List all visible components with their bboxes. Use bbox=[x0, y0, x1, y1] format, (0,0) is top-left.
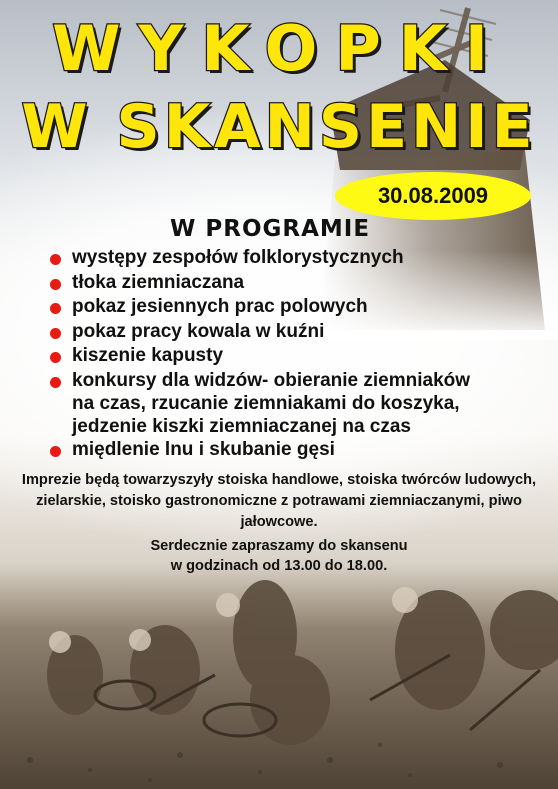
program-heading: W PROGRAMIE bbox=[170, 216, 371, 242]
list-item: konkursy dla widzów- obieranie ziemniaków na czas, rzucanie ziemniakami do koszyka, jedzenie kiszki ziemniaczanej na czas bbox=[50, 369, 550, 438]
bullet-icon bbox=[50, 377, 61, 388]
event-date: 30.08.2009 bbox=[377, 183, 489, 208]
bullet-icon bbox=[50, 328, 61, 339]
list-item: pokaz jesiennych prac polowych bbox=[50, 295, 550, 320]
potato-harvest-photo bbox=[0, 560, 558, 789]
bullet-icon bbox=[50, 352, 61, 363]
title-line-2: W SKANSENIE bbox=[21, 92, 537, 162]
list-item: międlenie lnu i skubanie gęsi bbox=[50, 438, 550, 463]
bullet-icon bbox=[50, 279, 61, 290]
list-item-continuation: na czas, rzucanie ziemniakami do koszyka, bbox=[72, 392, 460, 414]
title-line-1: WYKOPKI bbox=[52, 12, 506, 85]
date-badge bbox=[335, 172, 531, 220]
list-item: występy zespołów folklorystycznych bbox=[50, 246, 550, 271]
bullet-icon bbox=[50, 446, 61, 457]
list-item: pokaz pracy kowala w kuźni bbox=[50, 320, 550, 345]
list-item: kiszenie kapusty bbox=[50, 344, 550, 369]
program-list bbox=[50, 246, 550, 462]
invitation-line-1: Serdecznie zapraszamy do skansenu bbox=[150, 538, 408, 554]
info-paragraph: Imprezie będą towarzyszyły stoiska handlowe, stoiska twórców ludowych, zielarskie, stoisko gastronomiczne z potrawami ziemniaczanymi, piwo jałowcowe. bbox=[21, 472, 537, 530]
list-item-continuation: jedzenie kiszki ziemniaczanej na czas bbox=[72, 415, 411, 437]
invitation bbox=[120, 536, 438, 576]
list-item: tłoka ziemniaczana bbox=[50, 271, 550, 296]
bullet-icon bbox=[50, 254, 61, 265]
invitation-line-2: w godzinach od 13.00 do 18.00. bbox=[170, 558, 388, 574]
bullet-icon bbox=[50, 303, 61, 314]
